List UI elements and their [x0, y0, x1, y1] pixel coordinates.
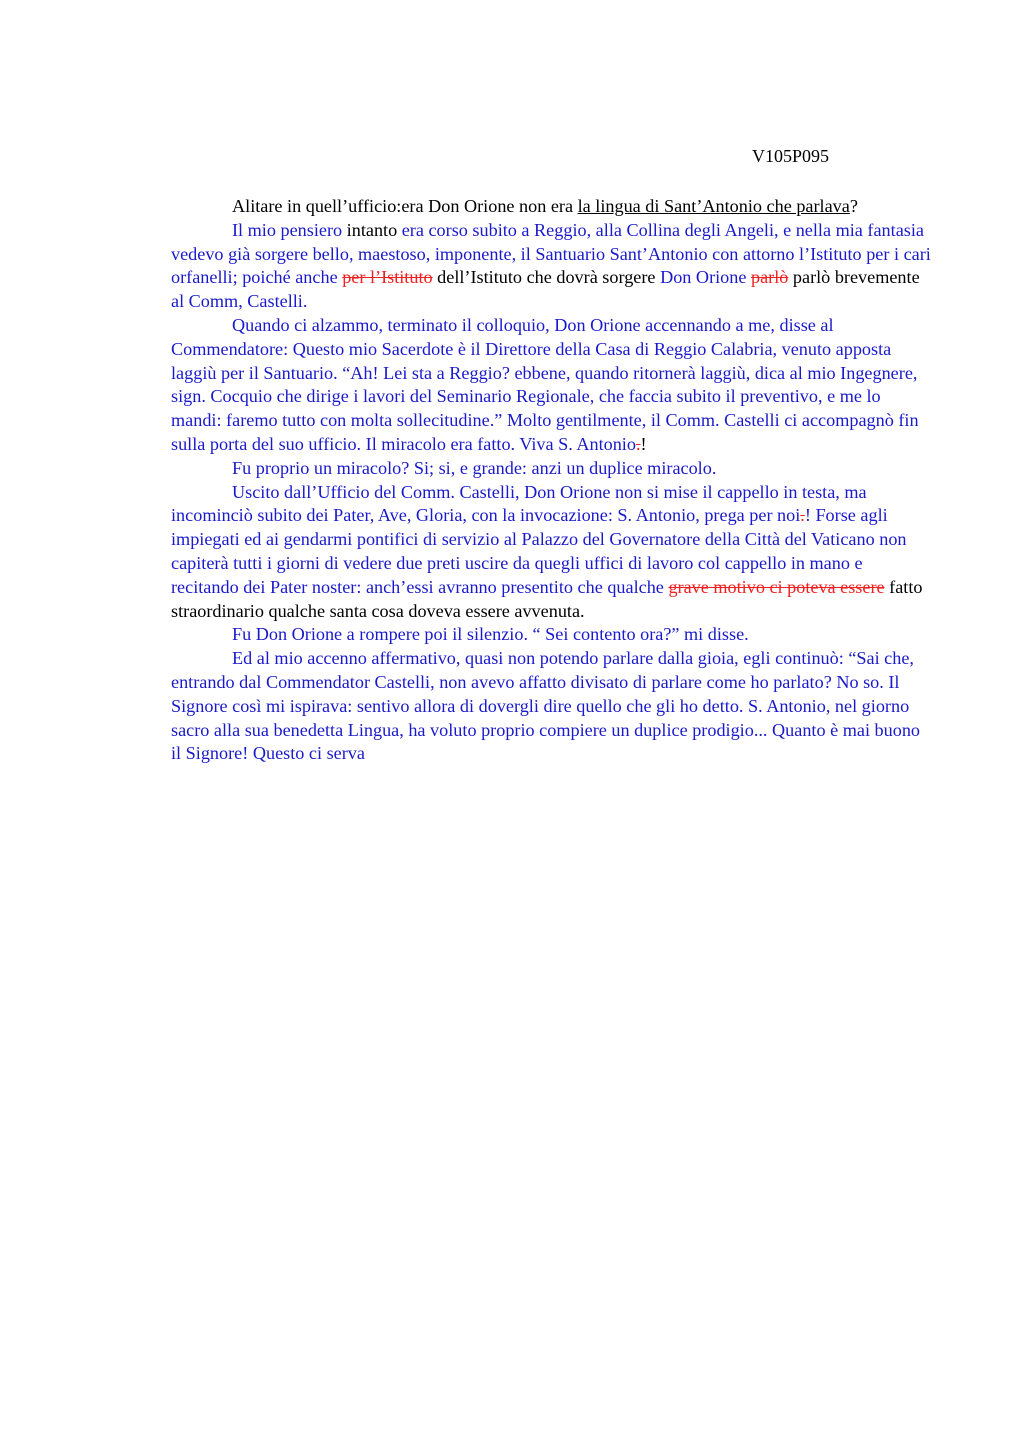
- paragraph-5: [171, 481, 931, 624]
- paragraph-1: [171, 195, 931, 219]
- paragraph-4: [171, 457, 931, 481]
- deleted-text: per l’Istituto: [342, 267, 433, 288]
- inserted-text: Don Orione: [660, 267, 751, 288]
- deleted-text: .: [800, 505, 805, 526]
- inserted-text: ! Forse agli impiegati ed ai gendarmi pontifici di servizio al Palazzo del Governatore della Città del Vaticano non capiterà tutti i giorni di vedere due preti uscire da quegli uffici di lavoro col cappello in mano e recitando dei Pater noster: anch’essi avranno presentito che qualche: [171, 505, 907, 597]
- paragraph-7: [171, 647, 931, 766]
- text-segment: intanto: [346, 219, 402, 240]
- paragraph-2: [171, 219, 931, 314]
- inserted-text: Fu proprio un miracolo? Si; si, e grande: anzi un duplice miracolo.: [232, 457, 717, 478]
- inserted-text: Quando ci alzammo, terminato il colloquio, Don Orione accennando a me, disse al Commendatore: Questo mio Sacerdote è il Direttore della Casa di Reggio Calabria, venuto apposta laggiù per il Santuario. “Ah! Lei sta a Reggio? ebbene, quando ritornerà laggiù, dica al mio Ingegnere, sign. Cocquio che dirige i lavori del Seminario Regionale, che faccia subito il preventivo, e me lo mandi: faremo tutto con molta sollecitudine.” Molto gentilmente, il Comm. Castelli ci accompagnò fin sulla porta del suo ufficio. Il miracolo era fatto. Viva S. Antonio: [171, 314, 919, 454]
- inserted-text: al Comm, Castelli.: [171, 291, 308, 312]
- text-segment: Alitare in quell’ufficio:era Don Orione non era: [232, 196, 578, 216]
- page-identifier: V105P095: [752, 146, 830, 166]
- deleted-text: .: [635, 433, 641, 454]
- paragraph-3: [171, 314, 931, 457]
- text-segment: fatto straordinario qualche santa cosa doveva essere avvenuta.: [171, 576, 923, 621]
- inserted-text: Uscito dall’Ufficio del Comm. Castelli, Don Orione non si mise il cappello in testa, ma incominciò subito dei Pater, Ave, Gloria, con la invocazione: S. Antonio, prega per noi: [171, 481, 867, 526]
- deleted-text: grave motivo ci poteva essere: [668, 576, 885, 597]
- underlined-text: la lingua di Sant’Antonio che parlava: [577, 196, 850, 216]
- inserted-text: Il mio pensiero: [232, 219, 347, 240]
- inserted-text: Fu Don Orione a rompere poi il silenzio. “ Sei contento ora?” mi disse.: [232, 624, 749, 645]
- inserted-text: Ed al mio accenno affermativo, quasi non potendo parlare dalla gioia, egli continuò: “Sai che, entrando dal Commendator Castelli, non avevo affatto divisato di parlare come ho parlato? No so. Il Signore così mi ispirava: sentivo allora di dovergli dire quello che gli ho detto. S. Antonio, nel giorno sacro alla sua benedetta Lingua, ha voluto proprio compiere un duplice prodigio... Quanto è mai buono il Signore! Questo ci serva: [171, 648, 921, 764]
- deleted-text: parlò: [750, 267, 789, 288]
- text-segment: !: [640, 433, 647, 454]
- document-body: [171, 195, 931, 766]
- text-segment: dell’Istituto che dovrà sorgere: [432, 267, 661, 288]
- paragraph-6: [171, 623, 931, 647]
- inserted-text: era corso subito a Reggio, alla Collina degli Angeli, e nella mia fantasia vedevo già sorgere bello, maestoso, imponente, il Santuario Sant’Antonio con attorno l’Istituto per i cari orfanelli; poiché anche: [171, 219, 931, 288]
- text-segment: ?: [849, 196, 858, 216]
- text-segment: parlò brevemente: [788, 267, 920, 288]
